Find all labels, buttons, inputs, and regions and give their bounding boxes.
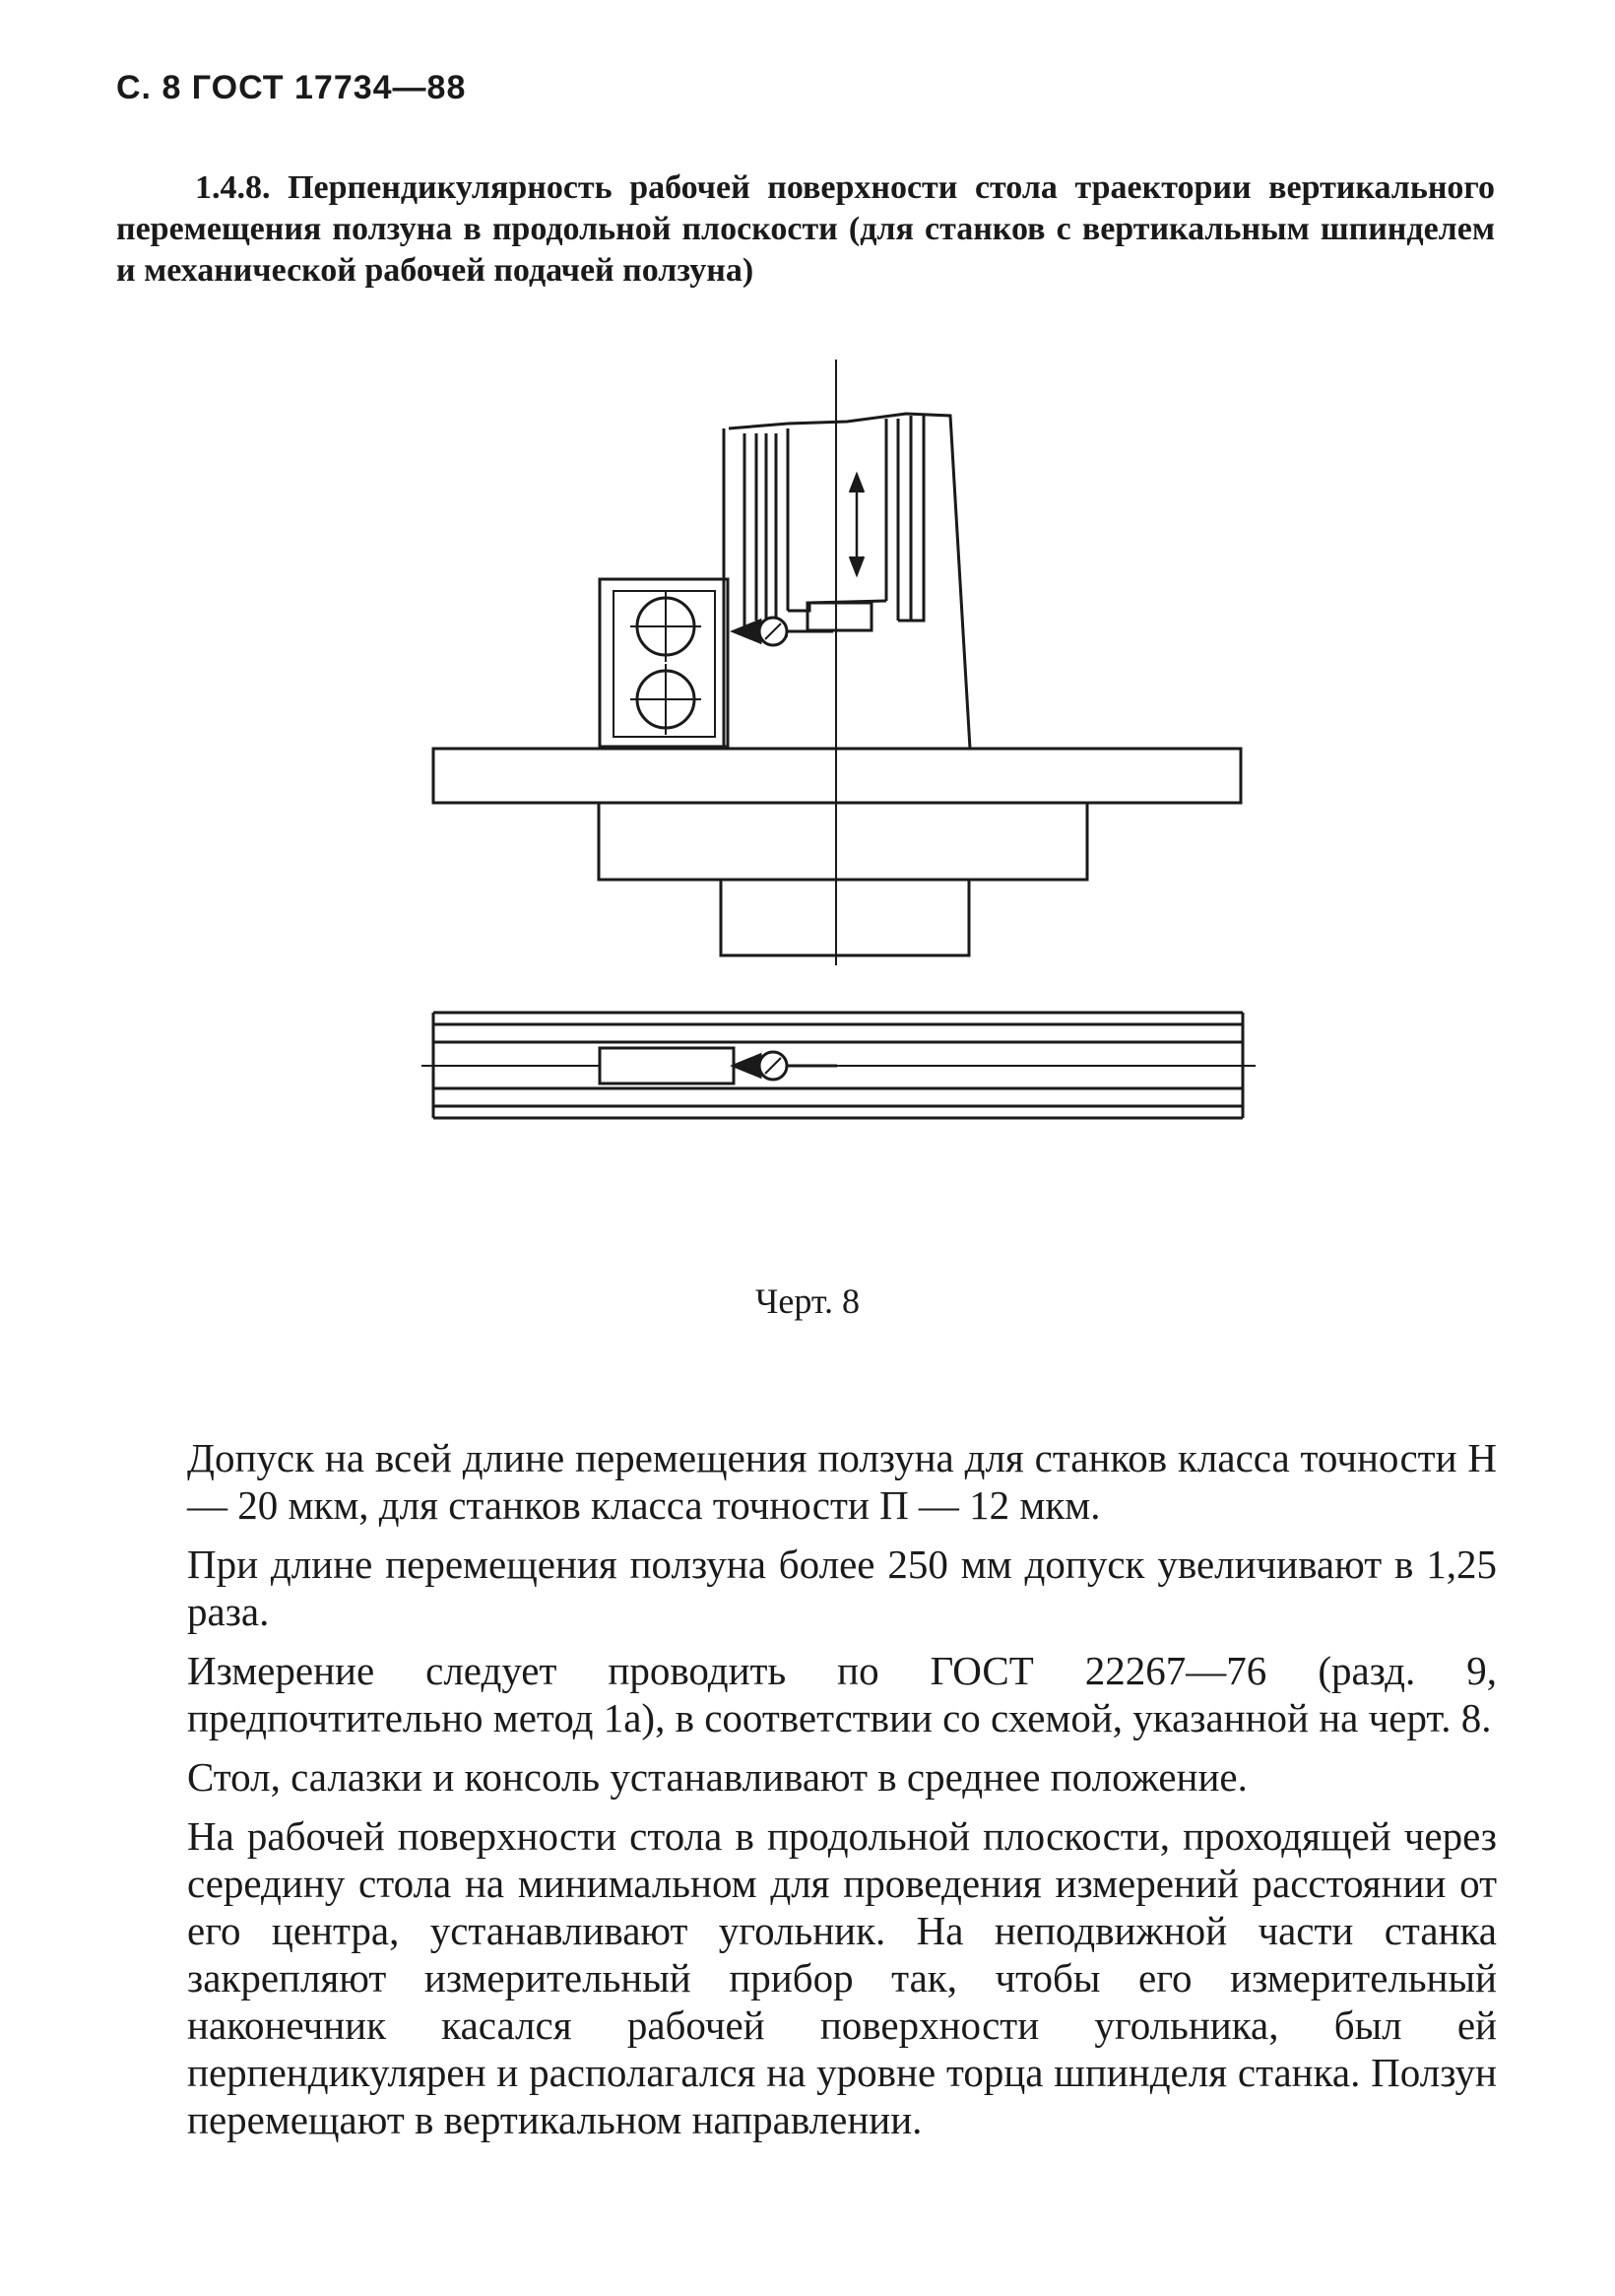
paragraph-method: Измерение следует проводить по ГОСТ 22267—76 (разд. 9, предпочтительно метод 1а), в соответствии со схемой, указанной на черт. 8. — [187, 1648, 1497, 1740]
paragraph-position: Стол, салазки и консоль устанавливают в среднее положение. — [187, 1754, 1248, 1800]
vertical-motion-arrow — [850, 475, 864, 574]
saddle — [599, 803, 1087, 880]
dial-indicator-front — [734, 618, 833, 645]
square-plan — [600, 1048, 734, 1083]
body-text — [187, 1434, 1497, 2155]
column-base — [721, 880, 969, 955]
section-title — [116, 167, 1495, 292]
ram-column — [724, 414, 970, 749]
plan-view — [421, 1013, 1256, 1118]
spindle-nose — [808, 603, 872, 630]
paragraph-length: При длине перемещения ползуна более 250 мм допуск увеличивают в 1,25 раза. — [187, 1542, 1497, 1634]
square-block — [600, 579, 728, 747]
figure-caption: Черт. 8 — [755, 1281, 860, 1321]
paragraph-tolerance: Допуск на всей длине перемещения ползуна для станков класса точности Н — 20 мкм, для станков класса точности П — 12 мкм. — [187, 1435, 1497, 1528]
page-header: С. 8 ГОСТ 17734—88 — [116, 69, 467, 106]
machine-diagram — [0, 355, 1615, 1241]
section-title-text: Перпендикулярность рабочей поверхности стола траектории вертикального перемещения ползуна в продольной плоскости (для станков с вертикальным шпинделем и механической рабочей подачей ползуна) — [116, 169, 1495, 289]
section-number: 1.4.8. — [195, 169, 271, 206]
paragraph-procedure: На рабочей поверхности стола в продольной плоскости, проходящей через середину стола на минимальном для проведения измерений расстоянии от его центра, устанавливают угольник. На неподвижной части станка закрепляют измерительный прибор так, чтобы его измерительный наконечник касался рабочей поверхности угольника, был ей перпендикулярен и располагался на уровне торца шпинделя станка. Ползун перемещают в вертикальном направлении. — [187, 1813, 1497, 2142]
